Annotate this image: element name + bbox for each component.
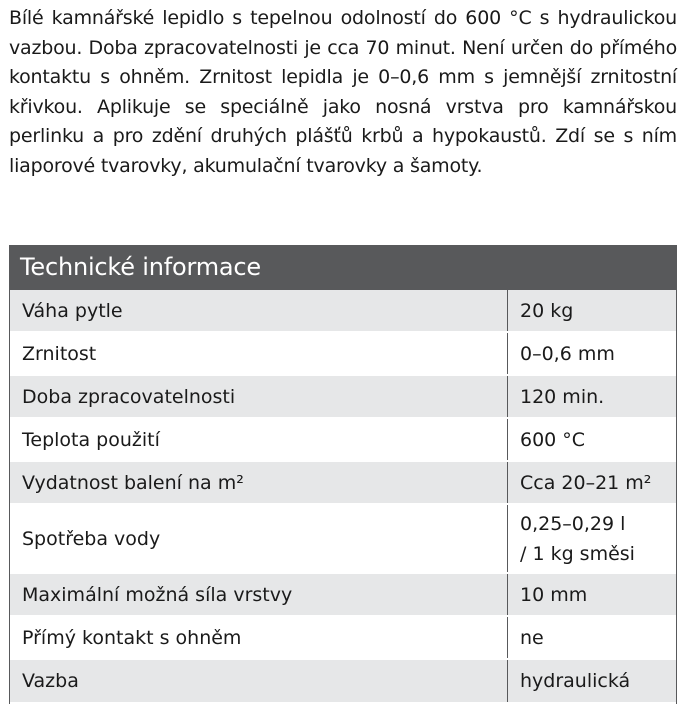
product-description: Bílé kamnářské lepidlo s tepelnou odolností do 600 °C s hydraulickou vazbou. Doba zpracovatelnosti je cca 70 minut. Není určen do přímého kontaktu s ohněm. Zrnitost lepidla je 0–0,6 mm s jemnější zrnitostní křivkou. Aplikuje se speciálně jako nosná vrstva pro kamnářskou perlinku a pro zdění druhých plášťů krbů a hypokaustů. Zdí se s ním liaporové tvarovky, akumulační tvarovky a šamoty.	[9, 7, 677, 177]
table-row	[10, 419, 676, 462]
table-body	[9, 290, 677, 704]
row-value: 600 °C	[520, 428, 586, 451]
row-value: 0,25–0,29 l / 1 kg směsi	[520, 512, 635, 565]
row-value: 0–0,6 mm	[520, 342, 615, 365]
table-row	[10, 462, 676, 505]
row-value: 120 min.	[520, 385, 605, 408]
table-row	[10, 505, 676, 574]
row-label: Váha pytle	[10, 290, 508, 331]
row-value: 10 mm	[520, 583, 588, 606]
row-label: Vazba	[10, 660, 508, 702]
table-title: Technické informace	[9, 245, 677, 290]
table-row	[10, 333, 676, 376]
row-value: Cca 20–21 m²	[520, 471, 652, 494]
row-label: Vydatnost balení na m²	[10, 462, 508, 503]
technical-info-table	[9, 245, 677, 704]
row-value: hydraulická	[520, 670, 631, 692]
table-row	[10, 290, 676, 333]
table-row	[10, 574, 676, 617]
row-label: Maximální možná síla vrstvy	[10, 574, 508, 615]
row-value: 20 kg	[520, 299, 574, 322]
row-value: ne	[520, 626, 544, 649]
row-label: Spotřeba vody	[10, 505, 508, 572]
row-label: Přímý kontakt s ohněm	[10, 617, 508, 658]
row-label: Teplota použití	[10, 419, 508, 460]
table-row	[10, 376, 676, 419]
table-row	[10, 617, 676, 660]
row-label: Doba zpracovatelnosti	[10, 376, 508, 417]
table-row	[10, 660, 676, 704]
row-label: Zrnitost	[10, 333, 508, 374]
